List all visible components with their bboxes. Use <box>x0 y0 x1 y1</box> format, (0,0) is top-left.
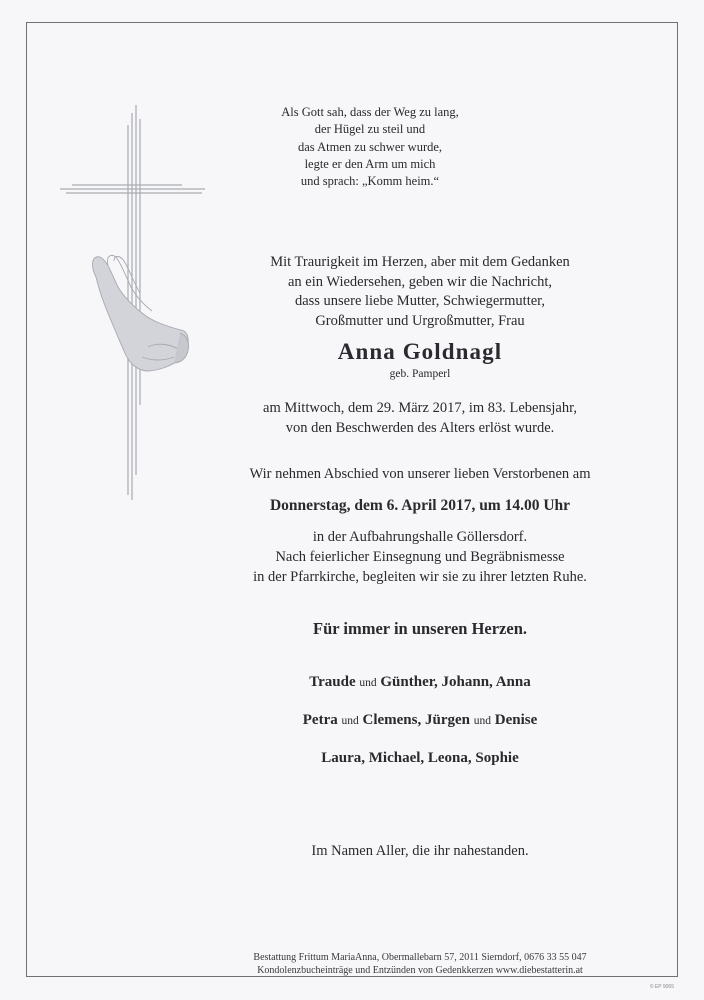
family-name: Petra <box>302 712 338 728</box>
poem-line: Als Gott sah, dass der Weg zu lang, <box>281 105 459 119</box>
funeral-date: Donnerstag, dem 6. April 2017, um 14.00 Uhr <box>269 497 571 514</box>
death-notice <box>180 398 660 438</box>
poem-line: und sprach: „Komm heim.“ <box>300 174 440 189</box>
footer <box>180 952 660 977</box>
family-connector: und <box>359 677 377 689</box>
ceremony-line: in der Pfarrkirche, begleiten wir sie zu ihrer letzten Ruhe. <box>253 568 587 585</box>
intro-line: an ein Wiedersehen, geben wir die Nachricht, <box>287 273 553 290</box>
poem-line: das Atmen zu schwer wurde, <box>297 139 443 154</box>
closing-line: Im Namen Aller, die ihr nahestanden. <box>311 843 529 859</box>
deceased-name: Anna Goldnagl <box>337 339 503 364</box>
poem-line: der Hügel zu steil und <box>314 122 426 137</box>
family-line <box>180 712 660 729</box>
intro-line: Großmutter und Urgroßmutter, Frau <box>315 313 525 330</box>
motto: Für immer in unseren Herzen. <box>312 619 528 638</box>
footer-code: © EP 9065 <box>649 984 674 990</box>
family-name: Traude <box>309 674 356 690</box>
family-connector: und <box>341 715 359 727</box>
family-name: Denise <box>494 712 538 728</box>
poem <box>240 104 500 190</box>
footer-line: Kondolenzbucheinträge und Entzünden von Gedenkkerzen www.diebestatterin.at <box>257 964 583 976</box>
family-line <box>180 674 660 691</box>
family-connector: und <box>473 715 491 727</box>
intro-line: dass unsere liebe Mutter, Schwiegermutter, <box>294 293 546 310</box>
birth-name: geb. Pamperl <box>389 368 451 380</box>
family-name: Günther, Johann, Anna <box>380 674 531 690</box>
poem-line: legte er den Arm um mich <box>304 156 436 171</box>
ceremony-line: in der Aufbahrungshalle Göllersdorf. <box>312 529 528 545</box>
intro-line: Mit Traurigkeit im Herzen, aber mit dem Gedanken <box>270 254 570 270</box>
farewell-text: Wir nehmen Abschied von unserer lieben Verstorbenen am <box>249 466 591 482</box>
family-line: Laura, Michael, Leona, Sophie <box>321 750 519 766</box>
announcement-intro <box>180 253 660 332</box>
footer-line: Bestattung Frittum MariaAnna, Obermallebarn 57, 2011 Sierndorf, 0676 33 55 047 <box>253 952 587 963</box>
ceremony-details <box>180 528 660 587</box>
ceremony-line: Nach feierlicher Einsegnung und Begräbnismesse <box>275 548 565 565</box>
death-line: am Mittwoch, dem 29. März 2017, im 83. Lebensjahr, <box>263 400 577 416</box>
family-name: Clemens, Jürgen <box>362 712 470 728</box>
death-line: von den Beschwerden des Alters erlöst wurde. <box>285 420 555 436</box>
